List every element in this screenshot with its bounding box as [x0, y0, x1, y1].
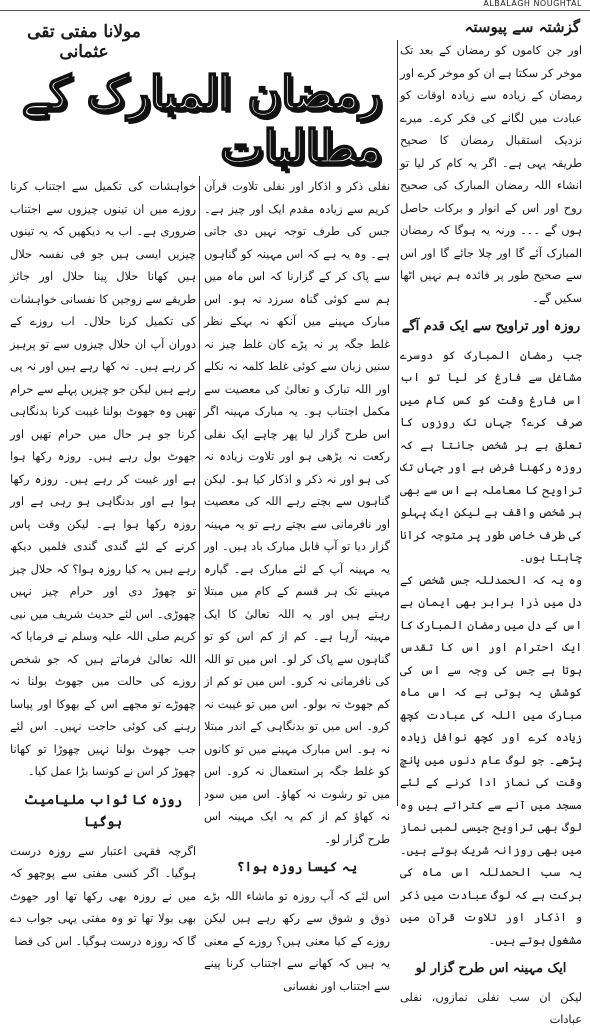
paragraph: اور جن کاموں کو رمضان کے بعد تک موخر کر سکتا ہے ان کو موخر کرے اور رمضان کے زیادہ سے زیادہ اوقات کو عبادت میں لگانے کی فکر کرے۔ میرے نزدیک استقبال رمضان کا صحیح طریقہ یہی ہے۔ اگر یہ کام کر لیا تو انشاء اللہ رمضان المبارک کی صحیح روح اور اس کے انوار و برکات حاصل ہوں گے ۔۔۔ ورنہ یہ ہوگا کہ رمضان المبارک آئے گا اور چلا جائے گا اور اس سے صحیح طور پر فائدہ ہم نہیں اٹھا سکیں گے۔ — [400, 44, 582, 305]
paragraph: وہ یہ کہ الحمدللہ جس شخص کے دل میں ذرا برابر بھی ایمان ہے اس کے دل میں رمضان المبارک کا ایک احترام اور اس کا تقدس ہوتا ہے جس کی وجہ سے اس کی کوشش یہ ہوتی ہے کہ اس ماہ مبارک میں اللہ کی عبادت کچھ زیادہ کرے اور کچھ نوافل زیادہ پڑھے۔ جو لوگ عام دنوں میں پانچ وقت کی نماز ادا کرنے کے لئے مسجد میں آنے سے کتراتے ہیں وہ لوگ بھی تراویح جیسی لمبی نماز میں بھی روزانہ شریک ہوتے ہیں۔ یہ سب الحمدللہ اس ماہ کی برکت ہے کہ لوگ عبادت میں ذکر و اذکار اور تلاوت قرآن میں مشغول ہوتے ہیں۔ — [400, 573, 582, 947]
paragraph: جب رمضان المبارک کو دوسرے مشاغل سے فارغ کر لیا تو اب اس فارغ وقت کو کس کام میں صرف کرے؟ جہاں تک روزوں کا تعلق ہے ہر شخص جانتا ہے کہ روزہ رکھنا فرض ہے اور جہاں تک تراویح کا معاملہ ہے اس سے بھی ہر شخص واقف ہے لیکن ایک پہلو کی طرف خاص طور پر متوجہ کرانا چاہتا ہوں۔ — [400, 348, 582, 564]
title-banner — [10, 66, 382, 174]
paragraph: خواہشات کی تکمیل سے اجتناب کرنا روزے میں ان تینوں چیزوں سے اجتناب ضروری ہے۔ اب یہ دیکھیں کہ یہ تینوں چیزیں ایسی ہیں جو فی نفسہ حلال ہیں کھانا حلال پینا حلال اور جائز طریقے سے زوجین کا نفسانی خواہشات کی تکمیل کرنا حلال۔ اب روزے کے دوران آپ ان حلال چیزوں سے تو پرہیز کر رہے ہیں۔ نہ کھا رہے ہیں اور نہ پی رہے ہیں لیکن جو چیزیں پہلے سے حرام تھیں وہ جھوٹ بولنا غیبت کرنا بدنگاہی کرنا جو ہر حال میں حرام تھیں اور جھوٹ بول رہے ہیں۔ روزہ رکھا ہوا ہے اور غیبت کر رہے ہیں۔ روزہ رکھا ہوا ہے اور بدنگاہی ہو رہی ہے اور روزہ رکھا ہوا ہے۔ لیکن وقت پاس کرنے کے لئے گندی گندی فلمیں دیکھ رہے ہیں یہ کیا روزہ ہوا؟ کہ حلال چیز تو چھوڑ دی اور حرام چیز نہیں چھوڑی۔ اس لئے حدیث شریف میں نبی کریم صلی اللہ علیہ وسلم نے فرمایا کہ اللہ تعالیٰ فرماتے ہیں کہ جو شخص روزے کی حالت میں جھوٹ بولنا نہ چھوڑے تو مجھے اس کے بھوکا اور پیاسا رہنے کی کوئی حاجت نہیں۔ اس لئے جب جھوٹ بولنا نہیں چھوڑا تو کھانا چھوڑ کر اس نے کونسا بڑا عمل کیا۔ — [10, 180, 196, 778]
magazine-name: ALBALAGH NOUGHTAL — [483, 0, 582, 8]
subheading: یہ کیسا روزہ ہوا؟ — [236, 860, 358, 875]
continued-label: گزشتہ سے پیوستہ — [464, 18, 580, 36]
paragraph: اگرچہ فقہی اعتبار سے روزہ درست ہوگیا۔ اگر کسی مفتی سے پوچھو کہ میں نے روزہ بھی رکھا تھا اور جھوٹ بھی بولا تھا تو وہ مفتی یہی جواب دے گا کہ روزہ درست ہوگیا۔ اس کی قضا — [10, 844, 196, 948]
right-column — [400, 40, 582, 1032]
subheading: ایک مہینہ اس طرح گزار لو — [415, 961, 567, 976]
subheading: روزہ اور تراویح سے ایک قدم آگے — [401, 319, 581, 334]
paragraph: لیکن ان سب نفلی نمازوں، نفلی عبادات — [400, 990, 582, 1026]
column-divider — [397, 40, 398, 806]
paragraph: اس لئے کہ آپ روزہ تو ماشاء اللہ بڑے ذوق و شوق سے رکھ رہے ہیں لیکن روزے کے کیا معنی ہیں؟ روزے کے معنی یہ ہیں کہ کھانے سے اجتناب کرنا پینے سے اجتناب اور نفسانی — [204, 889, 390, 993]
author-name: مولانا مفتی تقی عثمانی — [27, 22, 141, 62]
column-divider — [199, 176, 200, 806]
left-column — [10, 176, 196, 953]
subheading: روزہ کا ثواب ملیامیٹ ہوگیا — [23, 792, 183, 830]
paragraph: نفلی ذکر و اذکار اور نفلی تلاوت قرآن کریم سے زیادہ مقدم ایک اور چیز ہے۔ جس کی طرف توجہ نہیں دی جاتی ہے۔ وہ یہ ہے کہ اس مہینہ کو گناہوں سے پاک کر کے گزارنا کہ اس ماہ میں ہم سے کوئی گناہ سرزد نہ ہو۔ اس مبارک مہینے میں آنکھ نہ بہکے نظر غلط جگہ پر نہ پڑے کان غلط چیز نہ سنیں زبان سے کوئی غلط کلمہ نہ نکلے اور اللہ تبارک و تعالیٰ کی معصیت سے مکمل اجتناب ہو۔ یہ مبارک مہینہ اگر اس طرح گزار لیا پھر چاہے ایک نفلی رکعت نہ پڑھی ہو اور تلاوت زیادہ نہ کی ہو اور نہ ذکر و اذکار کیا ہو۔ لیکن گناہوں سے بچتے رہے اللہ کی معصیت اور نافرمانی سے بچتے رہے تو یہ مہینہ گزار دیا تو آپ قابل مبارک باد ہیں۔ اور یہ مہینہ آپ کے لئے مبارک ہے۔ گیارہ مہینے تک ہر قسم کے کام میں مبتلا رہتے ہیں اور یہ اللہ تعالیٰ کا ایک مہینہ آرہا ہے۔ کم از کم اس کو تو گناہوں سے پاک کر لو۔ اس میں تو اللہ کی نافرمانی نہ کرو۔ اس میں تو کم از کم جھوٹ نہ بولو۔ اس میں تو غیبت نہ کرو۔ اس میں تو بدنگاہی کے اندر مبتلا نہ ہو۔ اس مبارک مہینے میں تو کانوں کو غلط جگہ پر استعمال نہ کرو۔ اس میں تو رشوت نہ کھاؤ۔ اس میں سود نہ کھاؤ کم از کم یہ ایک مہینہ اس طرح گزار لو۔ — [204, 180, 390, 846]
article-title: رمضان المبارک کے مطالبات — [21, 66, 382, 174]
middle-column — [204, 176, 390, 998]
page-header — [0, 0, 590, 11]
